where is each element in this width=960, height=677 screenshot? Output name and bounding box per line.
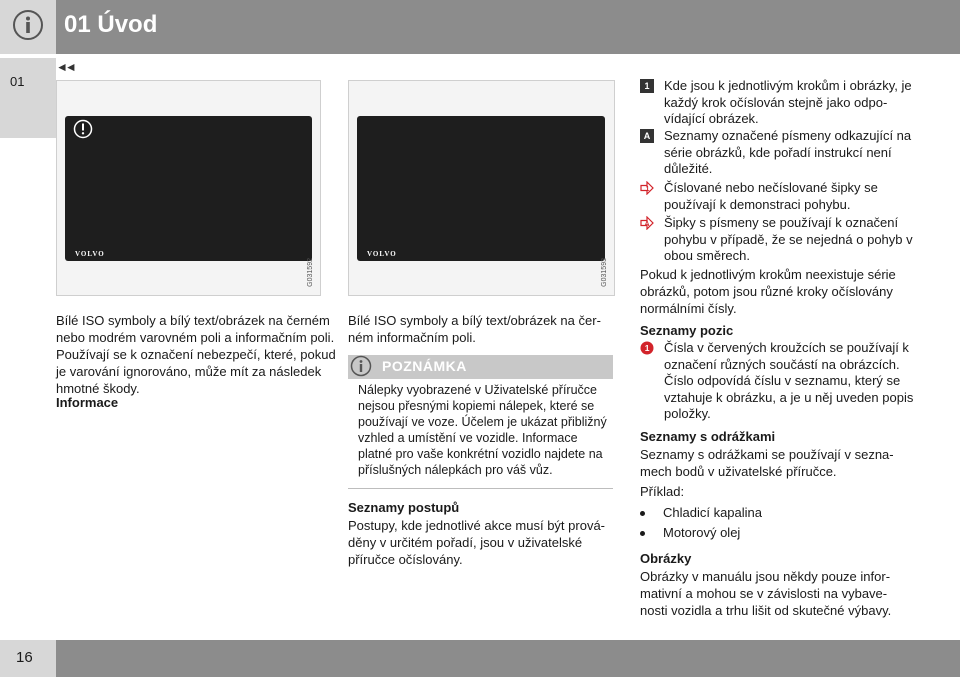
svg-text:1: 1 (645, 186, 650, 193)
svg-text:A: A (644, 221, 650, 228)
figure-info-label (348, 80, 615, 296)
info-icon (350, 355, 372, 377)
mid-caption: Bílé ISO symboly a bílý text/obrázek na černém informačním poli. (348, 313, 601, 345)
page-title: 01 Úvod (64, 11, 158, 38)
bullet-dot-icon (640, 531, 645, 536)
procedures-heading: Seznamy postupů (348, 500, 460, 515)
left-caption: Bílé ISO symboly a bílý text/obrázek na černém nebo modrém varovném poli a informačním poli. Používají se k označení nebezpečí, které, pokud je varování ignorováno, může mít za následek hmotné škody. (56, 313, 336, 396)
label-image (357, 116, 605, 261)
page-footer (0, 640, 960, 677)
note-header (348, 355, 613, 379)
chapter-tab-label: 01 (10, 74, 25, 89)
info-link[interactable]: Informace (56, 395, 119, 410)
figure-code: G031593 (601, 258, 608, 287)
header-icon-box (0, 0, 56, 54)
no-images-text: Pokud k jednotlivým krokům neexistuje série obrázků, potom jsou různé kroky očíslovány normálními čísly. (640, 267, 896, 316)
note-body: Nálepky vyobrazené v Uživatelské příručce nejsou přesnými kopiemi nálepek, které se používají ve voze. Účelem je ukázat přibližný vzhled a umístění ve vozidle. Informace platné pro vaše konkrétní vozidlo najdete na příslušných nálepkách pro váš vůz. (348, 380, 613, 489)
step-letter-box-icon: A (640, 129, 654, 143)
label-image (65, 116, 312, 261)
step-number-box-icon: 1 (640, 79, 654, 93)
lettered-arrow-icon (640, 216, 654, 230)
bullets-text: Seznamy s odrážkami se používají v seznamech bodů v uživatelské příručce. (640, 447, 894, 479)
back-chevron-icon[interactable]: ◄◄ (56, 60, 74, 74)
positions-heading: Seznamy pozic (640, 323, 734, 338)
note-title: POZNÁMKA (382, 358, 467, 374)
brand-logo: VOLVO (75, 250, 105, 258)
procedures-text: Postupy, kde jednotlivé akce musí být prováděny v určitém pořadí, jsou v uživatelské příručce očíslovány. (348, 518, 606, 567)
bullet-dot-icon (640, 511, 645, 516)
warning-exclamation-icon (73, 119, 93, 139)
info-icon (12, 9, 44, 41)
images-heading: Obrázky (640, 551, 692, 566)
red-circle-number-icon (640, 341, 654, 355)
page-number: 16 (16, 649, 33, 666)
brand-logo: VOLVO (367, 250, 397, 258)
images-text: Obrázky v manuálu jsou někdy pouze informativní a mohou se v závislosti na vybavenosti vozidla a trhu lišit od skutečné výbavy. (640, 569, 892, 618)
numbered-arrow-icon (640, 181, 654, 195)
bullets-heading: Seznamy s odrážkami (640, 429, 776, 444)
chapter-tab[interactable] (0, 58, 56, 138)
figure-warning-label (56, 80, 321, 296)
example-label: Příklad: (640, 484, 685, 499)
svg-text:1: 1 (644, 343, 650, 354)
figure-code: G031592 (307, 258, 314, 287)
